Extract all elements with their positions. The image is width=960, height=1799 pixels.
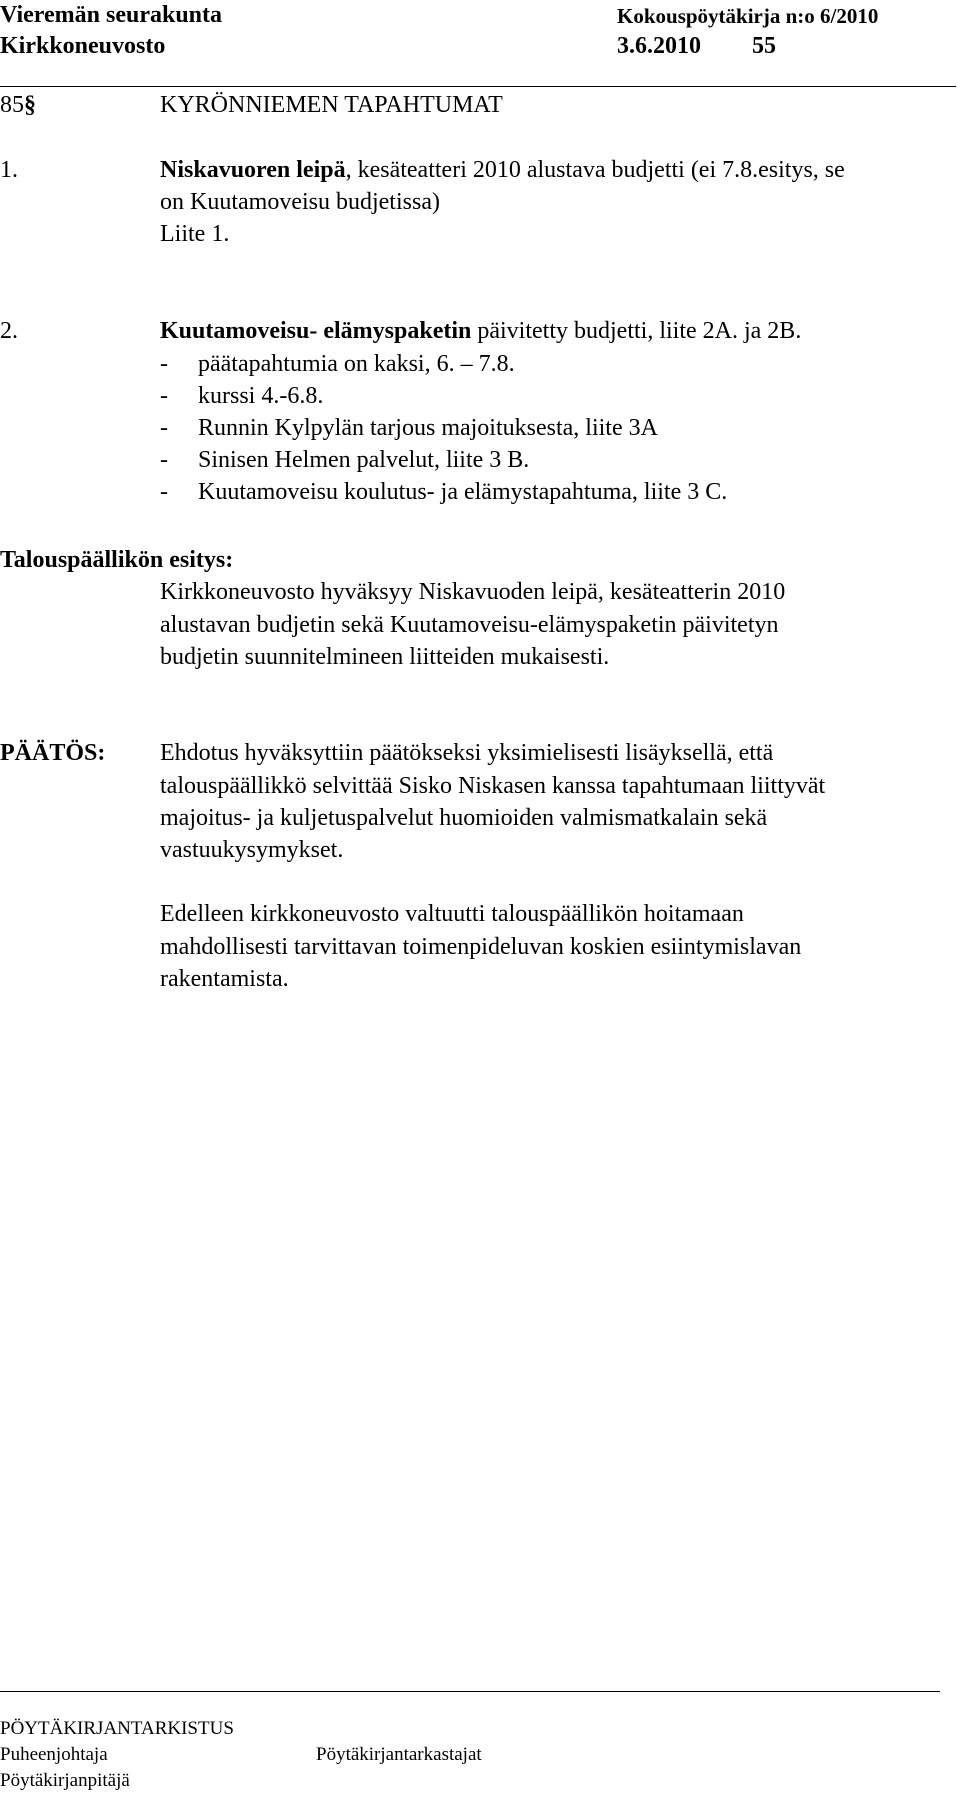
item-2-description: päivitetty budjetti, liite 2A. ja 2B. [471,318,802,344]
section-number: 85 [0,92,24,118]
list-item [160,447,529,474]
item-1-number: 1. [0,157,18,183]
header-org: Vieremän seurakunta [0,2,222,28]
bullet-text: päätapahtumia on kaksi, 6. – 7.8. [198,351,515,377]
footer-secretary-label: Pöytäkirjanpitäjä [0,1770,130,1791]
header-divider [0,86,956,87]
header-page-number: 55 [752,33,776,59]
footer-checkers-label: Pöytäkirjantarkastajat [316,1744,482,1765]
proposal-heading: Talouspäällikön esitys: [0,547,234,573]
list-item [160,383,323,410]
proposal-line: Kirkkoneuvosto hyväksyy Niskavuoden leipä, kesäteatterin 2010 [160,579,786,605]
decision-line: Ehdotus hyväksyttiin päätökseksi yksimielisesti lisäyksellä, että [160,740,774,766]
item-1-attachment: Liite 1. [160,221,230,247]
item-2-text [160,318,801,345]
proposal-line: budjetin suunnitelmineen liitteiden mukaisesti. [160,644,610,670]
bullet-dash: - [160,415,168,441]
bullet-text: Runnin Kylpylän tarjous majoituksesta, liite 3A [198,415,658,441]
footer-chair-label: Puheenjohtaja [0,1744,108,1765]
list-item [160,415,658,442]
footer-title: PÖYTÄKIRJANTARKISTUS [0,1718,234,1739]
item-2-title: Kuutamoveisu- elämyspaketin [160,318,472,344]
list-item [160,351,515,378]
section-symbol: § [24,92,36,118]
decision-line: talouspäällikkö selvittää Sisko Niskasen kanssa tapahtumaan liittyvät [160,773,826,799]
decision-line: rakentamista. [160,966,289,992]
header-body: Kirkkoneuvosto [0,33,166,59]
item-2-number: 2. [0,318,18,344]
proposal-line: alustavan budjetin sekä Kuutamoveisu-elämyspaketin päivitetyn [160,612,779,638]
decision-line: vastuukysymykset. [160,837,344,863]
section-heading [0,92,36,119]
item-1-text [160,157,845,184]
decision-line: Edelleen kirkkoneuvosto valtuutti talouspäällikön hoitamaan [160,901,744,927]
decision-label: PÄÄTÖS: [0,740,106,766]
decision-line: mahdollisesti tarvittavan toimenpideluvan koskien esiintymislavan [160,934,802,960]
bullet-dash: - [160,479,168,505]
item-1-description: , kesäteatteri 2010 alustava budjetti (ei 7.8.esitys, se [345,157,845,183]
bullet-dash: - [160,351,168,377]
list-item [160,479,727,506]
header-date: 3.6.2010 [617,33,701,59]
bullet-text: kurssi 4.-6.8. [198,383,324,409]
header-minutes-number: Kokouspöytäkirja n:o 6/2010 [617,4,879,28]
section-title: KYRÖNNIEMEN TAPAHTUMAT [160,92,503,118]
bullet-dash: - [160,383,168,409]
bullet-text: Kuutamoveisu koulutus- ja elämystapahtuma, liite 3 C. [198,479,728,505]
bullet-text: Sinisen Helmen palvelut, liite 3 B. [198,447,530,473]
footer-divider [0,1691,940,1692]
item-1-continuation: on Kuutamoveisu budjetissa) [160,189,440,215]
item-1-title: Niskavuoren leipä [160,157,346,183]
bullet-dash: - [160,447,168,473]
decision-line: majoitus- ja kuljetuspalvelut huomioiden valmismatkalain sekä [160,805,768,831]
